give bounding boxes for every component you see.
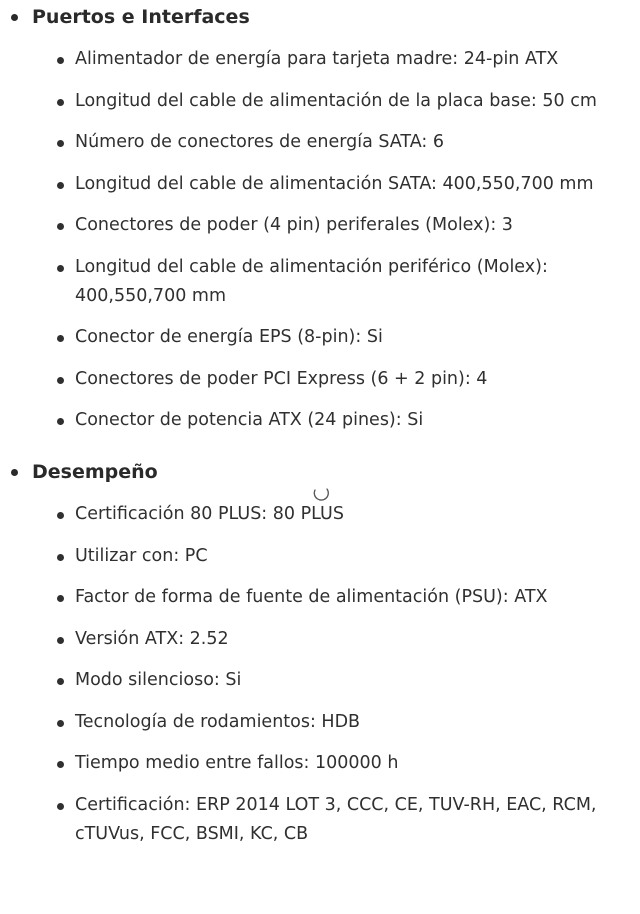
bullet-icon xyxy=(57,335,64,342)
bullet-icon xyxy=(57,720,64,727)
spec-item-text: Certificación: ERP 2014 LOT 3, CCC, CE, TUV-RH, EAC, RCM, cTUVus, FCC, BSMI, KC, CB xyxy=(75,794,597,844)
bullet-icon xyxy=(57,57,64,64)
spec-item xyxy=(0,253,640,311)
spec-item xyxy=(0,365,640,394)
section-ports xyxy=(0,4,640,435)
bullet-icon xyxy=(57,554,64,561)
bullet-icon xyxy=(57,182,64,189)
spec-item-text: Conectores de poder (4 pin) periferales (Molex): 3 xyxy=(75,215,513,235)
bullet-icon xyxy=(57,678,64,685)
spec-sections xyxy=(0,4,640,849)
bullet-icon xyxy=(57,377,64,384)
section-title-text: Puertos e Interfaces xyxy=(32,6,250,28)
bullet-icon xyxy=(57,637,64,644)
bullet-icon xyxy=(57,418,64,425)
spec-item xyxy=(0,708,640,737)
spec-item xyxy=(0,211,640,240)
bullet-icon xyxy=(57,512,64,519)
spec-item xyxy=(0,128,640,157)
spec-item-text: Certificación 80 PLUS: 80 PLUS xyxy=(75,504,344,524)
section-title xyxy=(0,459,640,485)
spec-list xyxy=(0,45,640,435)
spec-item-text: Tecnología de rodamientos: HDB xyxy=(75,711,361,732)
spec-item-text: Longitud del cable de alimentación de la placa base: 50 cm xyxy=(75,90,597,111)
spec-item-text: Factor de forma de fuente de alimentación (PSU): ATX xyxy=(75,587,548,607)
spec-item-text: Alimentador de energía para tarjeta madre: 24-pin ATX xyxy=(75,49,559,69)
spec-item xyxy=(0,625,640,654)
spec-item-text: Utilizar con: PC xyxy=(75,545,208,566)
spec-item xyxy=(0,666,640,695)
bullet-icon xyxy=(57,761,64,768)
spec-item xyxy=(0,791,640,849)
section-performance xyxy=(0,459,640,849)
spec-item-text: Conector de energía EPS (8-pin): Si xyxy=(75,327,383,347)
bullet-icon xyxy=(57,803,64,810)
section-title-text: Desempeño xyxy=(32,461,158,483)
bullet-icon xyxy=(57,140,64,147)
spec-item-text: Tiempo medio entre fallos: 100000 h xyxy=(75,753,399,773)
spec-item-text: Conectores de poder PCI Express (6 + 2 pin): 4 xyxy=(75,368,488,389)
spec-item-text: Conector de potencia ATX (24 pines): Si xyxy=(75,410,424,430)
spec-item xyxy=(0,323,640,352)
bullet-icon xyxy=(57,265,64,272)
bullet-icon xyxy=(11,14,18,21)
spec-item xyxy=(0,542,640,571)
section-title xyxy=(0,4,640,30)
bullet-icon xyxy=(57,595,64,602)
spec-item-text: Versión ATX: 2.52 xyxy=(75,628,229,649)
spec-list xyxy=(0,500,640,849)
spec-item xyxy=(0,170,640,199)
spec-item xyxy=(0,583,640,612)
spec-item xyxy=(0,406,640,435)
bullet-icon xyxy=(11,469,18,476)
spec-item xyxy=(0,749,640,778)
spec-item-text: Longitud del cable de alimentación SATA: 400,550,700 mm xyxy=(75,173,594,194)
bullet-icon xyxy=(57,223,64,230)
spec-item xyxy=(0,45,640,74)
loading-spinner-icon xyxy=(312,484,330,502)
spec-item xyxy=(0,500,640,529)
spec-item xyxy=(0,87,640,116)
spec-item-text: Longitud del cable de alimentación periférico (Molex): 400,550,700 mm xyxy=(75,256,548,306)
spec-item-text: Modo silencioso: Si xyxy=(75,670,242,690)
spec-item-text: Número de conectores de energía SATA: 6 xyxy=(75,132,444,152)
bullet-icon xyxy=(57,99,64,106)
